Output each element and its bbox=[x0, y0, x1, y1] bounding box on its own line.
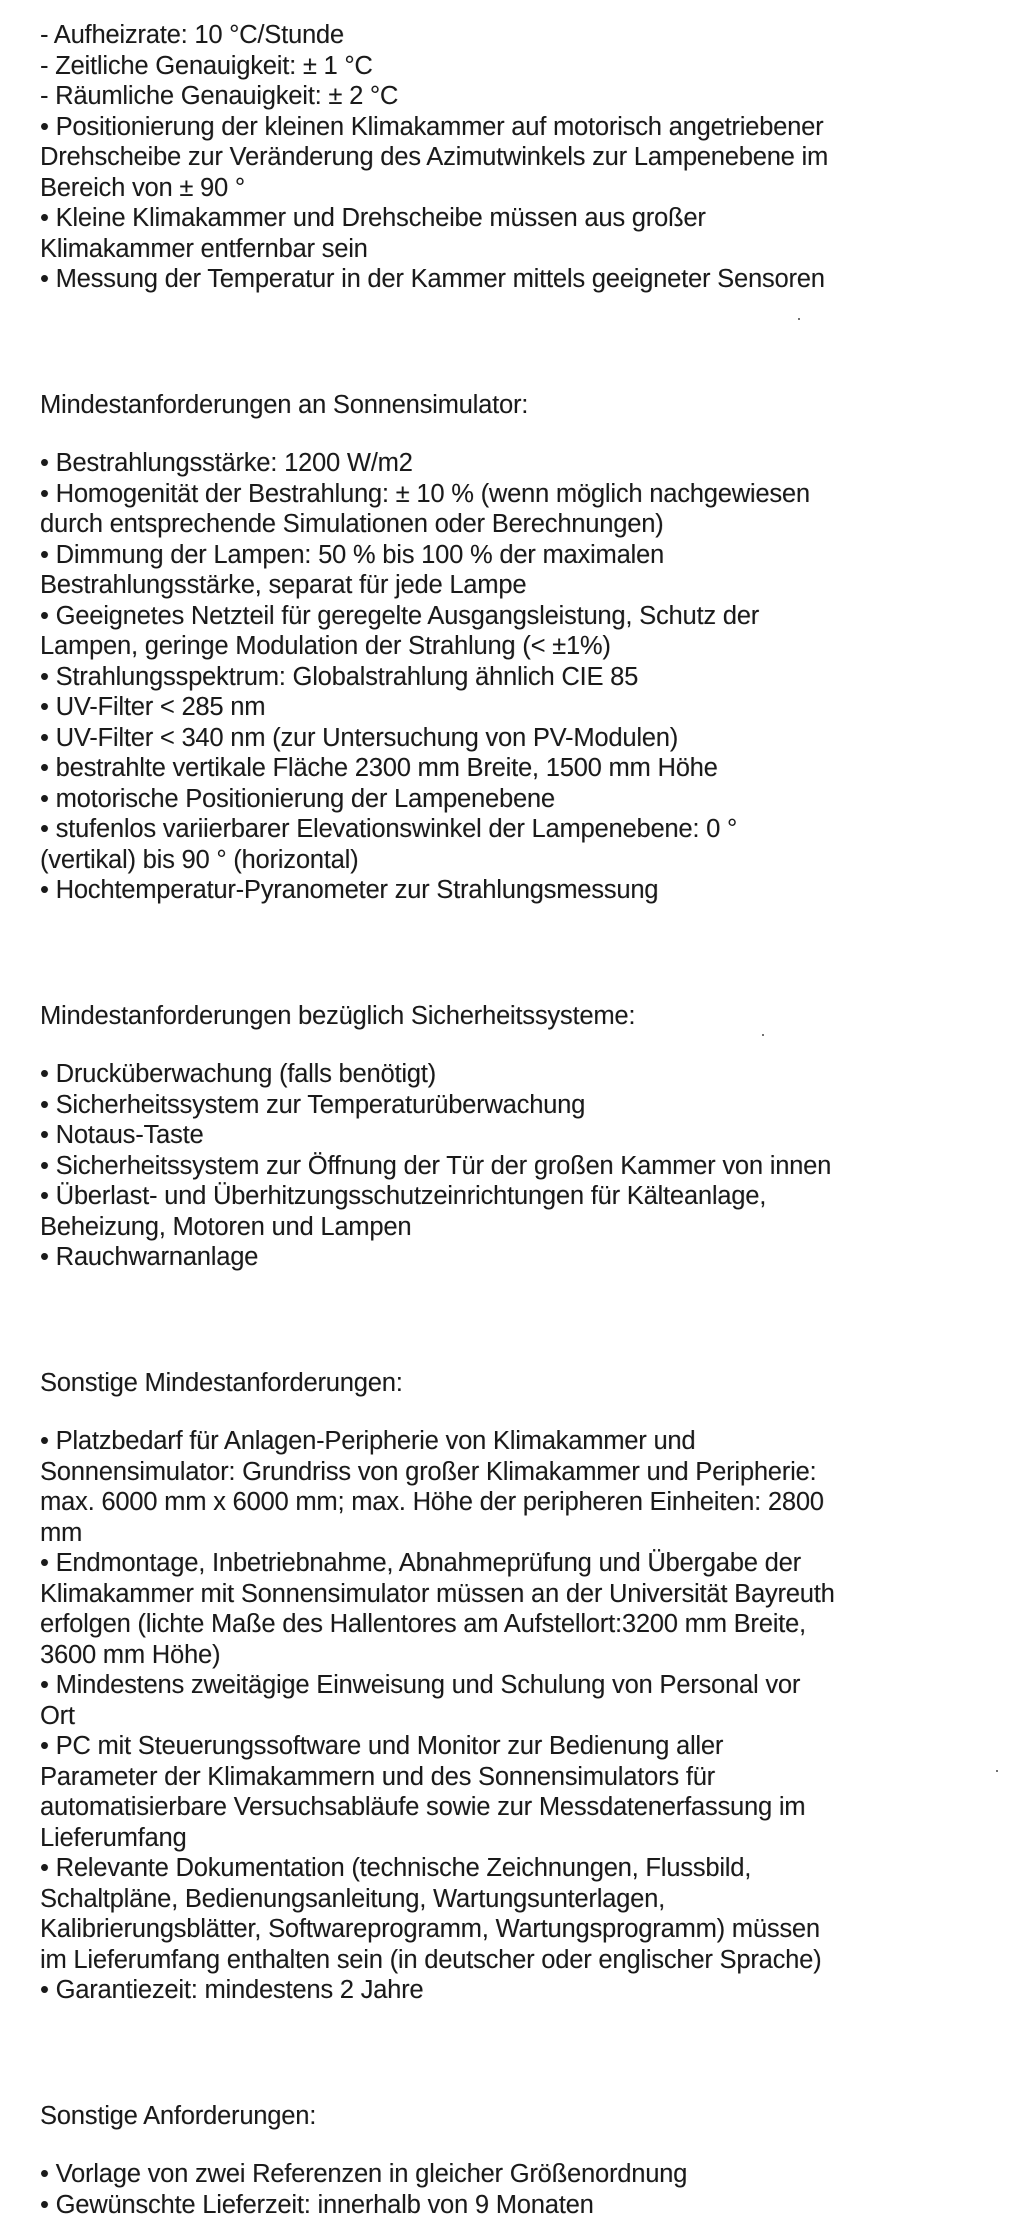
requirement-line: Beheizung, Motoren und Lampen bbox=[40, 1212, 986, 1243]
section-sicherheitssysteme bbox=[40, 1001, 986, 1273]
requirement-line: • stufenlos variierbarer Elevationswinkel der Lampenebene: 0 ° bbox=[40, 814, 986, 845]
requirement-line: Lampen, geringe Modulation der Strahlung (< ±1%) bbox=[40, 631, 986, 662]
intro-line: • Kleine Klimakammer und Drehscheibe müssen aus großer bbox=[40, 203, 986, 234]
requirement-line: • UV-Filter < 285 nm bbox=[40, 692, 986, 723]
intro-line: - Zeitliche Genauigkeit: ± 1 °C bbox=[40, 51, 986, 82]
requirement-line: • Endmontage, Inbetriebnahme, Abnahmeprüfung und Übergabe der bbox=[40, 1548, 986, 1579]
requirement-line: durch entsprechende Simulationen oder Berechnungen) bbox=[40, 509, 986, 540]
section-heading: Sonstige Anforderungen: bbox=[40, 2101, 986, 2132]
scan-speck bbox=[762, 1034, 764, 1036]
intro-line: • Messung der Temperatur in der Kammer mittels geeigneter Sensoren bbox=[40, 264, 986, 295]
requirement-line: • Drucküberwachung (falls benötigt) bbox=[40, 1059, 986, 1090]
requirement-line: im Lieferumfang enthalten sein (in deutscher oder englischer Sprache) bbox=[40, 1945, 986, 1976]
requirement-line: • Notaus-Taste bbox=[40, 1120, 986, 1151]
section-sonnensimulator bbox=[40, 390, 986, 906]
intro-line: Bereich von ± 90 ° bbox=[40, 173, 986, 204]
requirement-line: Lieferumfang bbox=[40, 1823, 986, 1854]
requirement-line: • Rauchwarnanlage bbox=[40, 1242, 986, 1273]
requirement-line: Bestrahlungsstärke, separat für jede Lampe bbox=[40, 570, 986, 601]
requirement-line: • bestrahlte vertikale Fläche 2300 mm Breite, 1500 mm Höhe bbox=[40, 753, 986, 784]
section-heading: Sonstige Mindestanforderungen: bbox=[40, 1368, 986, 1399]
intro-line: • Positionierung der kleinen Klimakammer auf motorisch angetriebener bbox=[40, 112, 986, 143]
requirement-line: • Gewünschte Lieferzeit: innerhalb von 9 Monaten bbox=[40, 2190, 986, 2220]
requirement-line: • Überlast- und Überhitzungsschutzeinrichtungen für Kälteanlage, bbox=[40, 1181, 986, 1212]
section-sonstige-anforderungen bbox=[40, 2101, 986, 2220]
intro-line: Klimakammer entfernbar sein bbox=[40, 234, 986, 265]
intro-line: - Räumliche Genauigkeit: ± 2 °C bbox=[40, 81, 986, 112]
requirement-line: • Mindestens zweitägige Einweisung und Schulung von Personal vor bbox=[40, 1670, 986, 1701]
scan-speck bbox=[996, 1770, 998, 1772]
requirement-line: erfolgen (lichte Maße des Hallentores am Aufstellort:3200 mm Breite, bbox=[40, 1609, 986, 1640]
requirement-line: • Strahlungsspektrum: Globalstrahlung ähnlich CIE 85 bbox=[40, 662, 986, 693]
section-sonstige-mindestanforderungen bbox=[40, 1368, 986, 2006]
requirement-line: max. 6000 mm x 6000 mm; max. Höhe der peripheren Einheiten: 2800 bbox=[40, 1487, 986, 1518]
scan-speck bbox=[798, 318, 800, 320]
intro-line: - Aufheizrate: 10 °C/Stunde bbox=[40, 20, 986, 51]
requirement-line: Kalibrierungsblätter, Softwareprogramm, Wartungsprogramm) müssen bbox=[40, 1914, 986, 1945]
requirement-line: • Relevante Dokumentation (technische Zeichnungen, Flussbild, bbox=[40, 1853, 986, 1884]
intro-list bbox=[40, 20, 986, 295]
intro-line: Drehscheibe zur Veränderung des Azimutwinkels zur Lampenebene im bbox=[40, 142, 986, 173]
requirement-line: • motorische Positionierung der Lampenebene bbox=[40, 784, 986, 815]
requirement-line: • Garantiezeit: mindestens 2 Jahre bbox=[40, 1975, 986, 2006]
requirement-line: (vertikal) bis 90 ° (horizontal) bbox=[40, 845, 986, 876]
requirement-line: • Homogenität der Bestrahlung: ± 10 % (wenn möglich nachgewiesen bbox=[40, 479, 986, 510]
requirement-line: • Hochtemperatur-Pyranometer zur Strahlungsmessung bbox=[40, 875, 986, 906]
requirement-line: mm bbox=[40, 1518, 986, 1549]
requirement-line: • Bestrahlungsstärke: 1200 W/m2 bbox=[40, 448, 986, 479]
requirement-line: • Platzbedarf für Anlagen-Peripherie von Klimakammer und bbox=[40, 1426, 986, 1457]
requirement-line: Ort bbox=[40, 1701, 986, 1732]
requirement-line: • UV-Filter < 340 nm (zur Untersuchung von PV-Modulen) bbox=[40, 723, 986, 754]
section-heading: Mindestanforderungen an Sonnensimulator: bbox=[40, 390, 986, 421]
requirement-line: • Sicherheitssystem zur Temperaturüberwachung bbox=[40, 1090, 986, 1121]
requirement-line: • Vorlage von zwei Referenzen in gleicher Größenordnung bbox=[40, 2159, 986, 2190]
requirement-line: 3600 mm Höhe) bbox=[40, 1640, 986, 1671]
requirement-line: • Geeignetes Netzteil für geregelte Ausgangsleistung, Schutz der bbox=[40, 601, 986, 632]
requirement-line: • Dimmung der Lampen: 50 % bis 100 % der maximalen bbox=[40, 540, 986, 571]
requirement-line: automatisierbare Versuchsabläufe sowie zur Messdatenerfassung im bbox=[40, 1792, 986, 1823]
requirement-line: Parameter der Klimakammern und des Sonnensimulators für bbox=[40, 1762, 986, 1793]
requirement-line: • PC mit Steuerungssoftware und Monitor zur Bedienung aller bbox=[40, 1731, 986, 1762]
requirement-line: • Sicherheitssystem zur Öffnung der Tür der großen Kammer von innen bbox=[40, 1151, 986, 1182]
requirement-line: Schaltpläne, Bedienungsanleitung, Wartungsunterlagen, bbox=[40, 1884, 986, 1915]
requirement-line: Klimakammer mit Sonnensimulator müssen an der Universität Bayreuth bbox=[40, 1579, 986, 1610]
section-heading: Mindestanforderungen bezüglich Sicherheitssysteme: bbox=[40, 1001, 986, 1032]
requirement-line: Sonnensimulator: Grundriss von großer Klimakammer und Peripherie: bbox=[40, 1457, 986, 1488]
